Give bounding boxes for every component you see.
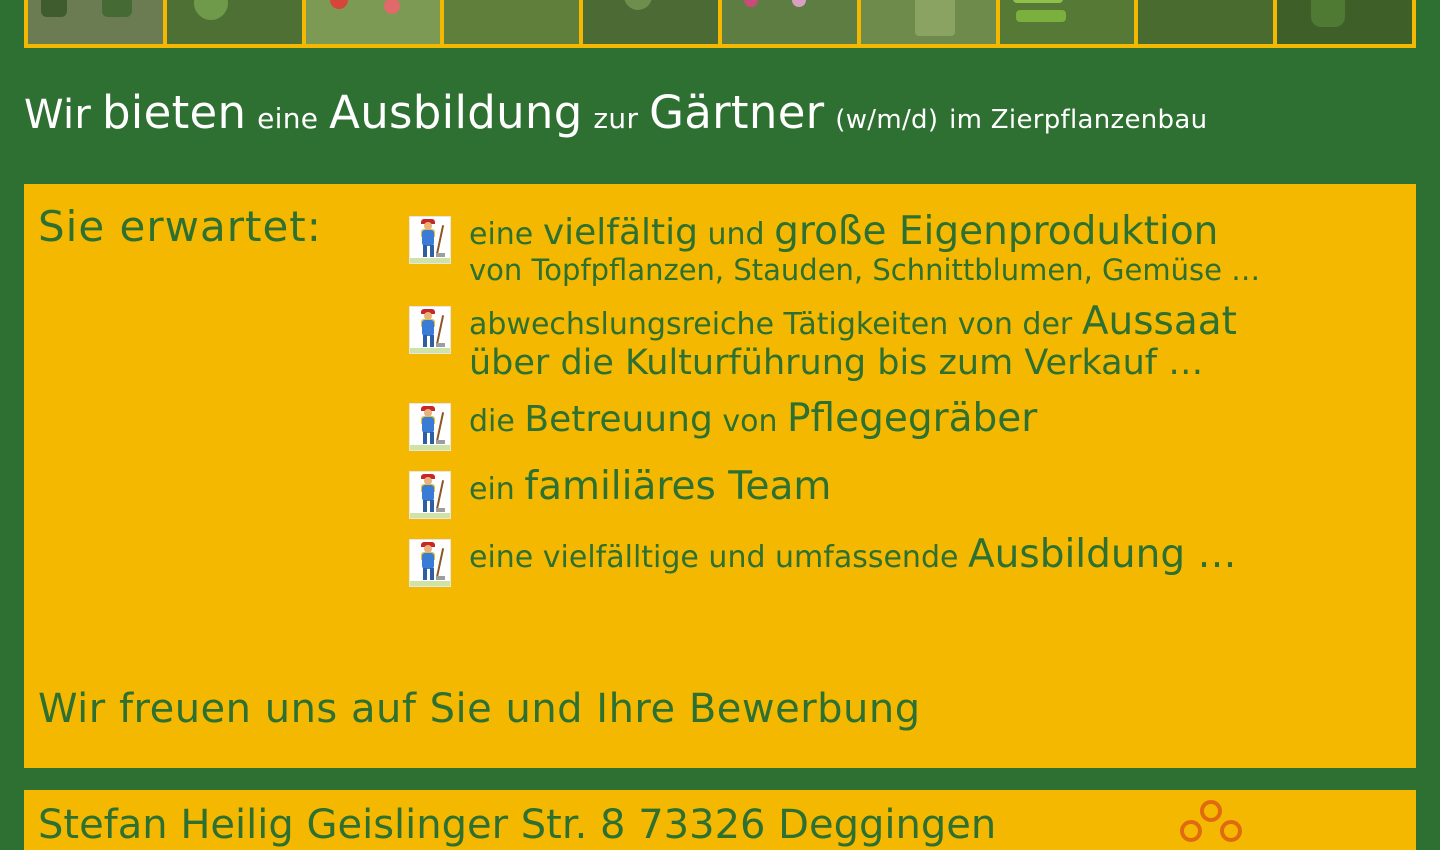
headline-part-5: zur xyxy=(593,102,639,135)
bullet-3-text-c: von xyxy=(712,404,787,439)
bullet-5-text-a: eine vielfälltige und umfassende xyxy=(469,540,968,575)
headline-part-2: bieten xyxy=(101,86,247,139)
headline-part-4: Ausbildung xyxy=(329,86,583,139)
headline-part-6: Gärtner xyxy=(649,86,825,139)
photo-vegetable-rows xyxy=(1000,0,1135,44)
bullet-5-text-d: Ausbildung … xyxy=(967,532,1237,577)
bullet-1-text-a: eine xyxy=(469,217,543,252)
panel-title: Sie erwartet: xyxy=(38,202,322,251)
bullet-3-text-b: Betreuung xyxy=(524,399,713,440)
gardener-icon xyxy=(409,403,451,451)
list-item xyxy=(409,465,1399,519)
headline-part-1: Wir xyxy=(24,92,92,138)
photo-greenhouse-interior xyxy=(583,0,718,44)
offer-panel xyxy=(24,184,1416,768)
headline xyxy=(24,86,1416,139)
photo-red-flowers-rows xyxy=(444,0,579,44)
headline-part-8: im Zierpflanzenbau xyxy=(949,105,1208,135)
gardener-icon xyxy=(409,306,451,354)
footer xyxy=(24,790,1416,850)
three-rings-logo xyxy=(1176,800,1246,850)
bullet-3-text-d: Pflegegräber xyxy=(787,396,1038,441)
headline-part-7: (w/m/d) xyxy=(835,105,939,135)
photo-greenhouse-plants xyxy=(167,0,302,44)
list-item xyxy=(409,397,1399,451)
bullet-1-text-c: und xyxy=(697,217,775,252)
photo-green-foliage xyxy=(1277,0,1412,44)
bullet-2-line2: über die Kulturführung bis zum Verkauf … xyxy=(469,342,1204,383)
photo-flower-beds xyxy=(306,0,441,44)
photo-garden-bed xyxy=(1138,0,1273,44)
bullet-1-line2: von Topfpflanzen, Stauden, Schnittblumen, Gemüse … xyxy=(469,252,1261,287)
photo-strip xyxy=(24,0,1416,48)
list-item xyxy=(409,210,1399,286)
list-item xyxy=(409,533,1399,587)
gardener-icon xyxy=(409,216,451,264)
bullet-2-text-d: Aussaat xyxy=(1081,299,1237,345)
bullet-4-text-b: familiäres Team xyxy=(524,464,832,509)
bullet-1-text-d: große Eigenproduktion xyxy=(774,209,1219,254)
bullet-1-text-b: vielfältig xyxy=(542,212,698,253)
bullet-list xyxy=(409,210,1399,601)
bullet-2-text-a: abwechslungsreiche Tätigkeiten von der xyxy=(469,307,1082,343)
footer-address: Stefan Heilig Geislinger Str. 8 73326 Deggingen xyxy=(38,802,997,848)
headline-part-3: eine xyxy=(257,102,319,135)
photo-cut-flowers xyxy=(722,0,857,44)
photo-street-trees xyxy=(28,0,163,44)
gardener-icon xyxy=(409,539,451,587)
photo-nursery-path xyxy=(861,0,996,44)
bullet-4-text-a: ein xyxy=(469,472,525,507)
bullet-3-text-a: die xyxy=(469,404,525,439)
list-item xyxy=(409,300,1399,383)
closing-text: Wir freuen uns auf Sie und Ihre Bewerbung xyxy=(38,686,921,732)
gardener-icon xyxy=(409,471,451,519)
